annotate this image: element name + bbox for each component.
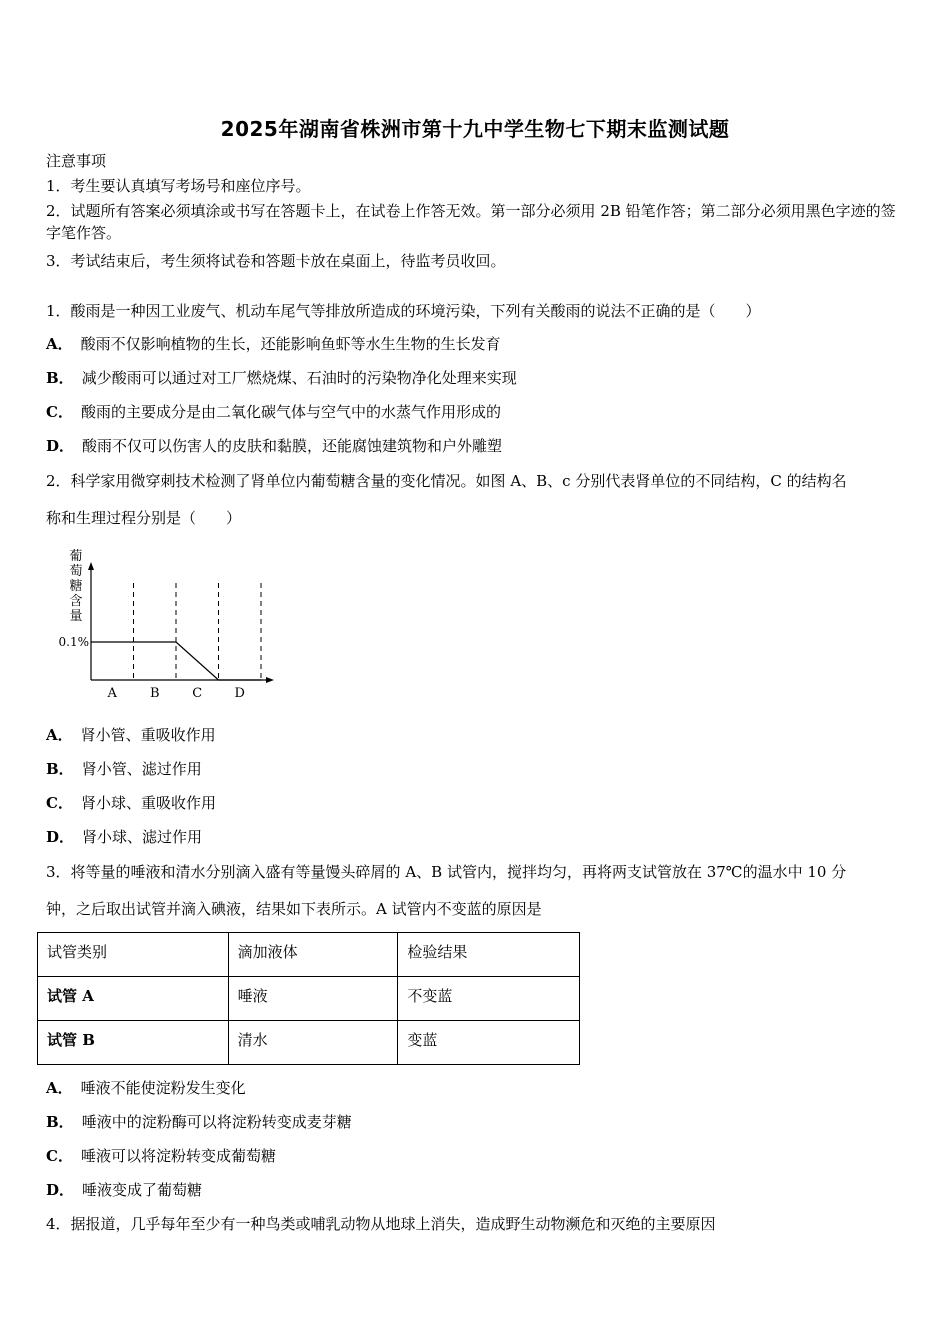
option-letter: D． (46, 828, 75, 846)
option-letter: A． (46, 726, 73, 744)
option-letter: C． (46, 403, 73, 421)
q3-option-c (46, 1145, 276, 1167)
option-letter: A． (46, 335, 73, 353)
table-header-cell: 检验结果 (398, 933, 580, 977)
table-row (38, 1021, 580, 1065)
option-letter: D． (46, 1181, 75, 1199)
chart-category-label: A (107, 686, 117, 701)
chart-x-arrow (266, 677, 274, 683)
option-text: 酸雨的主要成分是由二氧化碳气体与空气中的水蒸气作用形成的 (80, 403, 501, 421)
notice-item-2: 2．试题所有答案必须填涂或书写在答题卡上，在试卷上作答无效。第一部分必须用 2B 铅笔作答；第二部分必须用黑色字迹的签字笔作答。 (46, 202, 896, 242)
table-cell: 试管 A (38, 977, 229, 1021)
chart-y-arrow (88, 562, 94, 570)
option-text: 肾小球、重吸收作用 (80, 794, 216, 812)
chart-ylabel (69, 549, 82, 624)
q2-stem-line2: 称和生理过程分别是（ ） (46, 509, 242, 527)
q3-stem-line1: 3．将等量的唾液和清水分别滴入盛有等量馒头碎屑的 A、B 试管内，搅拌均匀，再将两支试管放在 37℃的温水中 10 分 (46, 863, 847, 881)
chart-ylabel-char: 萄 (69, 564, 83, 579)
option-text: 唾液可以将淀粉转变成葡萄糖 (80, 1147, 276, 1165)
chart-ylabel-char: 含 (69, 594, 83, 609)
table-header-cell: 滴加液体 (228, 933, 398, 977)
glucose-chart (46, 545, 286, 705)
table-cell: 唾液 (228, 977, 398, 1021)
option-text: 唾液中的淀粉酶可以将淀粉转变成麦芽糖 (81, 1113, 352, 1131)
q1-option-d (46, 435, 502, 457)
table-cell: 清水 (228, 1021, 398, 1065)
table-cell: 不变蓝 (398, 977, 580, 1021)
q2-option-b (46, 758, 202, 780)
table-cell: 试管 B (38, 1021, 229, 1065)
chart-ylabel-char: 量 (69, 609, 83, 624)
q3-option-b (46, 1111, 352, 1133)
table-header-row (38, 933, 580, 977)
q2-stem-line1: 2．科学家用微穿刺技术检测了肾单位内葡萄糖含量的变化情况。如图 A、B、c 分别代表肾单位的不同结构，C 的结构名 (46, 472, 847, 490)
option-text: 肾小管、重吸收作用 (80, 726, 216, 744)
option-text: 肾小球、滤过作用 (82, 828, 203, 846)
result-table (37, 932, 580, 1065)
option-letter: C． (46, 794, 73, 812)
chart-ylabel-char: 葡 (69, 549, 83, 564)
q1-option-a (46, 333, 501, 355)
table-row (38, 977, 580, 1021)
notice-heading: 注意事项 (46, 152, 107, 170)
q1-stem: 1．酸雨是一种因工业废气、机动车尾气等排放所造成的环境污染，下列有关酸雨的说法不正确的是（ ） (46, 302, 761, 320)
chart-category-label: D (234, 686, 245, 701)
q4-stem: 4．据报道，几乎每年至少有一种鸟类或哺乳动物从地球上消失，造成野生动物濒危和灭绝的主要原因 (46, 1215, 716, 1233)
option-text: 肾小管、滤过作用 (81, 760, 202, 778)
option-text: 酸雨不仅影响植物的生长，还能影响鱼虾等水生生物的生长发育 (80, 335, 501, 353)
table-header-cell: 试管类别 (38, 933, 229, 977)
option-text: 酸雨不仅可以伤害人的皮肤和黏膜，还能腐蚀建筑物和户外雕塑 (82, 437, 503, 455)
q3-option-a (46, 1077, 246, 1099)
q3-stem-line2: 钟，之后取出试管并滴入碘液，结果如下表所示。A 试管内不变蓝的原因是 (46, 900, 542, 918)
option-letter: B． (46, 369, 74, 387)
chart-category-label: C (192, 686, 203, 701)
notice-item-3: 3．考试结束后，考生须将试卷和答题卡放在桌面上，待监考员收回。 (46, 252, 506, 270)
notice-item-1: 1．考生要认真填写考场号和座位序号。 (46, 177, 311, 195)
q3-option-d (46, 1179, 202, 1201)
option-letter: B． (46, 760, 74, 778)
option-letter: B． (46, 1113, 74, 1131)
chart-ylabel-char: 糖 (69, 579, 83, 594)
q2-option-d (46, 826, 202, 848)
option-text: 唾液变成了葡萄糖 (82, 1181, 203, 1199)
q1-option-b (46, 367, 517, 389)
page-title: 2025年湖南省株洲市第十九中学生物七下期末监测试题 (220, 117, 730, 141)
option-letter: A． (46, 1079, 73, 1097)
option-letter: D． (46, 437, 75, 455)
q2-option-a (46, 724, 216, 746)
q1-option-c (46, 401, 501, 423)
table-cell: 变蓝 (398, 1021, 580, 1065)
option-text: 唾液不能使淀粉发生变化 (80, 1079, 246, 1097)
option-text: 减少酸雨可以通过对工厂燃烧煤、石油时的污染物净化处理来实现 (81, 369, 517, 387)
option-letter: C． (46, 1147, 73, 1165)
q2-option-c (46, 792, 216, 814)
chart-ytick-label: 0.1% (58, 635, 89, 649)
chart-category-label: B (149, 686, 160, 701)
